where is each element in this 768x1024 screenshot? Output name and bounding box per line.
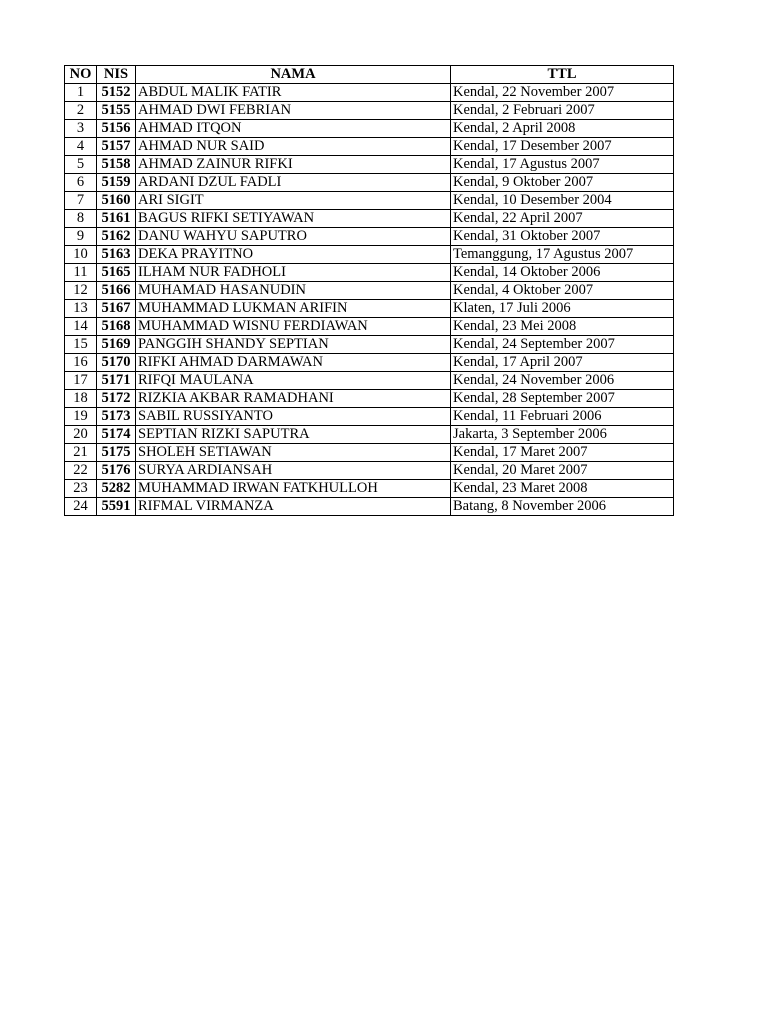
cell-nis: 5162: [97, 228, 136, 246]
cell-ttl: Kendal, 14 Oktober 2006: [451, 264, 674, 282]
cell-nama: MUHAMMAD LUKMAN ARIFIN: [136, 300, 451, 318]
table-row: [65, 282, 674, 300]
cell-nis: 5158: [97, 156, 136, 174]
cell-nis: 5591: [97, 498, 136, 516]
cell-nama: AHMAD ITQON: [136, 120, 451, 138]
table-row: [65, 84, 674, 102]
cell-nis: 5176: [97, 462, 136, 480]
cell-ttl: Kendal, 10 Desember 2004: [451, 192, 674, 210]
header-nama: NAMA: [136, 66, 451, 84]
cell-nama: MUHAMMAD WISNU FERDIAWAN: [136, 318, 451, 336]
table-row: [65, 138, 674, 156]
cell-no: 7: [65, 192, 97, 210]
cell-nis: 5173: [97, 408, 136, 426]
table-row: [65, 210, 674, 228]
cell-no: 2: [65, 102, 97, 120]
table-row: [65, 426, 674, 444]
student-table: [64, 65, 674, 516]
cell-ttl: Kendal, 2 April 2008: [451, 120, 674, 138]
cell-nis: 5161: [97, 210, 136, 228]
cell-nama: MUHAMAD HASANUDIN: [136, 282, 451, 300]
cell-nis: 5172: [97, 390, 136, 408]
table-row: [65, 498, 674, 516]
cell-nama: AHMAD DWI FEBRIAN: [136, 102, 451, 120]
cell-nis: 5168: [97, 318, 136, 336]
cell-nama: SURYA ARDIANSAH: [136, 462, 451, 480]
cell-nama: SABIL RUSSIYANTO: [136, 408, 451, 426]
table-row: [65, 102, 674, 120]
header-ttl: TTL: [451, 66, 674, 84]
cell-no: 19: [65, 408, 97, 426]
cell-nama: RIFMAL VIRMANZA: [136, 498, 451, 516]
cell-ttl: Kendal, 24 November 2006: [451, 372, 674, 390]
table-row: [65, 408, 674, 426]
cell-no: 15: [65, 336, 97, 354]
cell-ttl: Kendal, 22 November 2007: [451, 84, 674, 102]
cell-nis: 5175: [97, 444, 136, 462]
cell-nama: ABDUL MALIK FATIR: [136, 84, 451, 102]
table-row: [65, 390, 674, 408]
cell-no: 1: [65, 84, 97, 102]
cell-nama: BAGUS RIFKI SETIYAWAN: [136, 210, 451, 228]
cell-nama: MUHAMMAD IRWAN FATKHULLOH: [136, 480, 451, 498]
cell-ttl: Kendal, 17 Desember 2007: [451, 138, 674, 156]
cell-no: 6: [65, 174, 97, 192]
cell-nama: RIFQI MAULANA: [136, 372, 451, 390]
cell-no: 24: [65, 498, 97, 516]
cell-nis: 5156: [97, 120, 136, 138]
cell-no: 9: [65, 228, 97, 246]
cell-nama: DANU WAHYU SAPUTRO: [136, 228, 451, 246]
cell-nis: 5282: [97, 480, 136, 498]
cell-no: 11: [65, 264, 97, 282]
cell-no: 17: [65, 372, 97, 390]
cell-nama: RIZKIA AKBAR RAMADHANI: [136, 390, 451, 408]
cell-no: 10: [65, 246, 97, 264]
table-row: [65, 228, 674, 246]
cell-no: 3: [65, 120, 97, 138]
cell-nama: AHMAD NUR SAID: [136, 138, 451, 156]
cell-nis: 5160: [97, 192, 136, 210]
table-row: [65, 246, 674, 264]
cell-nis: 5159: [97, 174, 136, 192]
cell-nis: 5171: [97, 372, 136, 390]
table-row: [65, 354, 674, 372]
cell-no: 13: [65, 300, 97, 318]
table-row: [65, 336, 674, 354]
cell-no: 23: [65, 480, 97, 498]
cell-nama: ARDANI DZUL FADLI: [136, 174, 451, 192]
cell-nis: 5167: [97, 300, 136, 318]
table-row: [65, 120, 674, 138]
cell-nama: ARI SIGIT: [136, 192, 451, 210]
cell-no: 18: [65, 390, 97, 408]
cell-nama: RIFKI AHMAD DARMAWAN: [136, 354, 451, 372]
cell-ttl: Kendal, 20 Maret 2007: [451, 462, 674, 480]
cell-ttl: Kendal, 24 September 2007: [451, 336, 674, 354]
cell-ttl: Kendal, 23 Maret 2008: [451, 480, 674, 498]
cell-no: 21: [65, 444, 97, 462]
table-row: [65, 192, 674, 210]
cell-ttl: Kendal, 17 Agustus 2007: [451, 156, 674, 174]
cell-no: 12: [65, 282, 97, 300]
cell-ttl: Kendal, 17 April 2007: [451, 354, 674, 372]
header-nis: NIS: [97, 66, 136, 84]
table-row: [65, 156, 674, 174]
cell-ttl: Kendal, 31 Oktober 2007: [451, 228, 674, 246]
cell-no: 22: [65, 462, 97, 480]
cell-ttl: Kendal, 11 Februari 2006: [451, 408, 674, 426]
cell-nis: 5166: [97, 282, 136, 300]
cell-nis: 5152: [97, 84, 136, 102]
cell-no: 20: [65, 426, 97, 444]
cell-ttl: Kendal, 23 Mei 2008: [451, 318, 674, 336]
cell-no: 4: [65, 138, 97, 156]
cell-nama: DEKA PRAYITNO: [136, 246, 451, 264]
cell-no: 8: [65, 210, 97, 228]
cell-ttl: Jakarta, 3 September 2006: [451, 426, 674, 444]
cell-ttl: Kendal, 17 Maret 2007: [451, 444, 674, 462]
table-row: [65, 318, 674, 336]
cell-no: 16: [65, 354, 97, 372]
cell-nama: SEPTIAN RIZKI SAPUTRA: [136, 426, 451, 444]
cell-nama: ILHAM NUR FADHOLI: [136, 264, 451, 282]
header-no: NO: [65, 66, 97, 84]
table-row: [65, 174, 674, 192]
cell-nis: 5163: [97, 246, 136, 264]
cell-ttl: Temanggung, 17 Agustus 2007: [451, 246, 674, 264]
table-row: [65, 444, 674, 462]
table-row: [65, 480, 674, 498]
cell-ttl: Kendal, 22 April 2007: [451, 210, 674, 228]
cell-ttl: Kendal, 4 Oktober 2007: [451, 282, 674, 300]
cell-ttl: Batang, 8 November 2006: [451, 498, 674, 516]
cell-nama: AHMAD ZAINUR RIFKI: [136, 156, 451, 174]
cell-no: 5: [65, 156, 97, 174]
cell-nis: 5157: [97, 138, 136, 156]
cell-no: 14: [65, 318, 97, 336]
cell-nis: 5170: [97, 354, 136, 372]
table-row: [65, 264, 674, 282]
table-row: [65, 462, 674, 480]
cell-ttl: Kendal, 2 Februari 2007: [451, 102, 674, 120]
cell-nis: 5174: [97, 426, 136, 444]
table-row: [65, 372, 674, 390]
cell-ttl: Klaten, 17 Juli 2006: [451, 300, 674, 318]
table-header-row: [65, 66, 674, 84]
cell-ttl: Kendal, 28 September 2007: [451, 390, 674, 408]
cell-nis: 5155: [97, 102, 136, 120]
cell-nama: SHOLEH SETIAWAN: [136, 444, 451, 462]
cell-ttl: Kendal, 9 Oktober 2007: [451, 174, 674, 192]
cell-nama: PANGGIH SHANDY SEPTIAN: [136, 336, 451, 354]
table-row: [65, 300, 674, 318]
cell-nis: 5169: [97, 336, 136, 354]
cell-nis: 5165: [97, 264, 136, 282]
